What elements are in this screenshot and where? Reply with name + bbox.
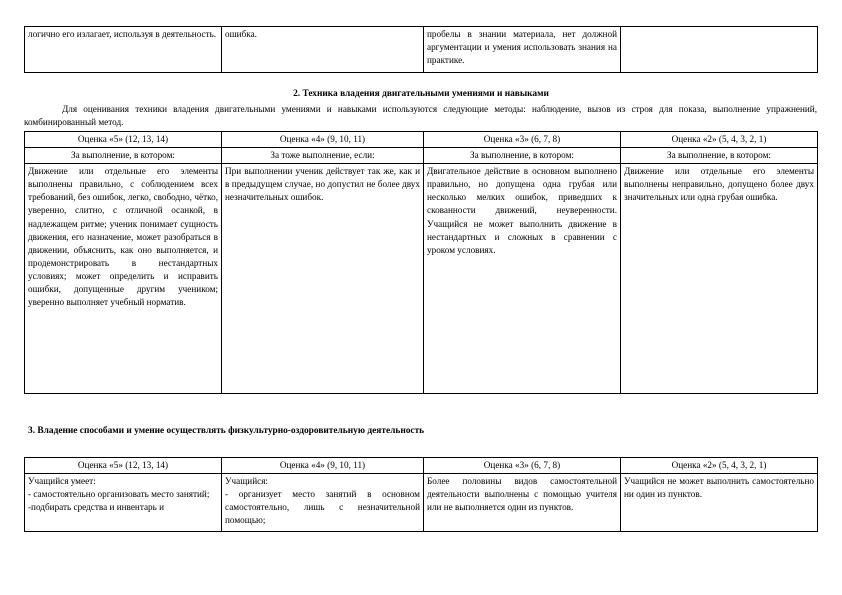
column-header: Оценка «5» (12, 13, 14) bbox=[25, 132, 222, 148]
table-top bbox=[24, 26, 818, 73]
cell-line: - самостоятельно организовать место занятий; bbox=[28, 489, 210, 500]
table-cell: Движение или отдельные его элементы выполнены неправильно, допущено более двух значительных или одна грубая ошибка. bbox=[621, 164, 818, 394]
table-cell: При выполнении ученик действует так же, как и в предыдущем случае, но допустил не более двух незначительных ошибок. bbox=[222, 164, 424, 394]
column-subheader: За выполнение, в котором: bbox=[25, 148, 222, 164]
table-cell bbox=[25, 474, 222, 532]
table-activity bbox=[24, 457, 818, 532]
table-cell bbox=[621, 27, 818, 73]
table-row bbox=[25, 474, 818, 532]
table-subheader-row bbox=[25, 148, 818, 164]
column-header: Оценка «2» (5, 4, 3, 2, 1) bbox=[621, 132, 818, 148]
table-cell: Более половины видов самостоятельной деятельности выполнены с помощью учителя или не выполняется один из пунктов. bbox=[424, 474, 621, 532]
section-2-title: 2. Техника владения двигательными умениями и навыками bbox=[293, 89, 549, 99]
column-header: Оценка «4» (9, 10, 11) bbox=[222, 458, 424, 474]
column-header: Оценка «2» (5, 4, 3, 2, 1) bbox=[621, 458, 818, 474]
table-cell bbox=[222, 474, 424, 532]
table-technique bbox=[24, 131, 818, 394]
column-header: Оценка «5» (12, 13, 14) bbox=[25, 458, 222, 474]
table-cell: логично его излагает, используя в деятельность. bbox=[25, 27, 222, 73]
table-cell: Учащийся не может выполнить самостоятельно ни один из пунктов. bbox=[621, 474, 818, 532]
column-header: Оценка «3» (6, 7, 8) bbox=[424, 458, 621, 474]
cell-line: Учащийся умеет: bbox=[28, 476, 96, 487]
table-header-row bbox=[25, 132, 818, 148]
table-cell: ошибка. bbox=[222, 27, 424, 73]
column-subheader: За тоже выполнение, если: bbox=[222, 148, 424, 164]
table-cell: Движение или отдельные его элементы выполнены правильно, с соблюдением всех требований, без ошибок, легко, свободно, чётко, уверенно, слитно, с отличной осанкой, в надлежащем ритме; ученик понимает сущность движения, его назначение, может разобраться в движении, объяснить, как оно выполняется, и продемонстрировать в нестандартных условиях; может определить и исправить ошибки, допущенные другим учеником; уверенно выполняет учебный норматив. bbox=[25, 164, 222, 394]
cell-line: -подбирать средства и инвентарь и bbox=[28, 502, 165, 513]
section-3-title: 3. Владение способами и умение осуществлять физкультурно-оздоровительную деятельность bbox=[28, 426, 425, 436]
cell-line: - организует место занятий в основном самостоятельно, лишь с незначительной помощью; bbox=[225, 489, 420, 526]
cell-line: Учащийся: bbox=[225, 476, 268, 487]
column-header: Оценка «4» (9, 10, 11) bbox=[222, 132, 424, 148]
table-cell: Двигательное действие в основном выполнено правильно, но допущена одна грубая или несколько мелких ошибок, приведших к скованности движений, неуверенности. Учащийся не может выполнить движение в нестандартных и сложных в сравнении с уроком условиях. bbox=[424, 164, 621, 394]
table-row bbox=[25, 27, 818, 73]
table-row bbox=[25, 164, 818, 394]
column-subheader: За выполнение, в котором: bbox=[621, 148, 818, 164]
table-header-row bbox=[25, 458, 818, 474]
column-subheader: За выполнение, в котором: bbox=[424, 148, 621, 164]
section-2-intro: Для оценивания техники владения двигательными умениями и навыками используются следующие методы: наблюдение, вызов из строя для показа, выполнение упражнений, комбинированный метод. bbox=[24, 104, 817, 127]
table-cell: пробелы в знании материала, нет должной аргументации и умения использовать знания на практике. bbox=[424, 27, 621, 73]
column-header: Оценка «3» (6, 7, 8) bbox=[424, 132, 621, 148]
